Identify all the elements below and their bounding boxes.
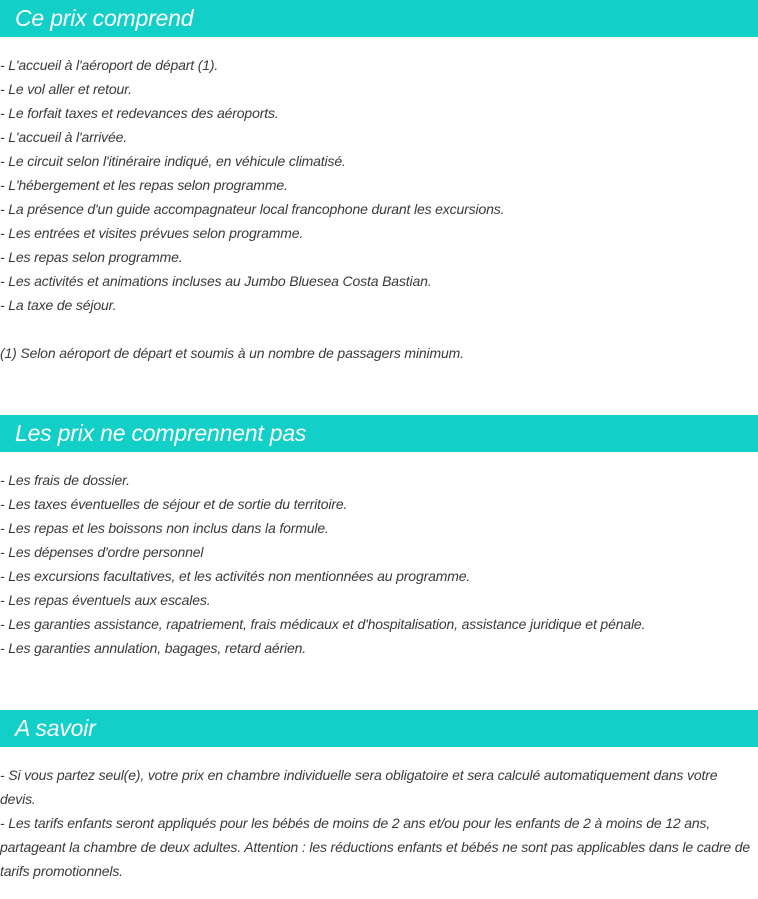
list-item: - L'hébergement et les repas selon programme. <box>0 177 288 193</box>
list-item: - Les taxes éventuelles de séjour et de sortie du territoire. <box>0 496 348 512</box>
list-item: - Les excursions facultatives, et les activités non mentionnées au programme. <box>0 568 471 584</box>
list-item: - La présence d'un guide accompagnateur local francophone durant les excursions. <box>0 201 505 217</box>
list-item: - Les entrées et visites prévues selon programme. <box>0 225 304 241</box>
paragraph-solo-traveler: - Si vous partez seul(e), votre prix en chambre individuelle sera obligatoire et sera calculé automatiquement dans votre devis. <box>0 767 718 807</box>
footnote: (1) Selon aéroport de départ et soumis à un nombre de passagers minimum. <box>0 345 464 361</box>
list-item: - Le circuit selon l'itinéraire indiqué, en véhicule climatisé. <box>0 153 346 169</box>
list-item: - Les garanties annulation, bagages, retard aérien. <box>0 640 307 656</box>
list-item: - L'accueil à l'aéroport de départ (1). <box>0 57 219 73</box>
list-item: - Les garanties assistance, rapatriement, frais médicaux et d'hospitalisation, assistance juridique et pénale. <box>0 616 646 632</box>
list-item: - Les repas et les boissons non inclus dans la formule. <box>0 520 329 536</box>
list-item: - Les activités et animations incluses au Jumbo Bluesea Costa Bastian. <box>0 273 432 289</box>
list-item: - La taxe de séjour. <box>0 297 117 313</box>
list-item: - Les frais de dossier. <box>0 472 130 488</box>
list-item: - Le vol aller et retour. <box>0 81 132 97</box>
list-item: - Les dépenses d'ordre personnel <box>0 544 204 560</box>
list-item: - Le forfait taxes et redevances des aéroports. <box>0 105 279 121</box>
section-header-good-to-know: A savoir <box>0 710 758 747</box>
section-header-price-includes: Ce prix comprend <box>0 0 758 37</box>
paragraph-children-rates: - Les tarifs enfants seront appliqués pour les bébés de moins de 2 ans et/ou pour les enfants de 2 à moins de 12 ans, partageant la chambre de deux adultes. Attention : les réductions enfants et bébés ne sont pas applicables dans le cadre de tarifs promotionnels. <box>0 815 750 879</box>
price-excludes-list <box>0 468 756 660</box>
list-item: - Les repas selon programme. <box>0 249 183 265</box>
list-item: - L'accueil à l'arrivée. <box>0 129 128 145</box>
price-includes-footnote-block <box>0 341 756 365</box>
price-includes-list <box>0 53 756 317</box>
list-item: - Les repas éventuels aux escales. <box>0 592 211 608</box>
good-to-know-text <box>0 763 752 883</box>
section-header-price-excludes: Les prix ne comprennent pas <box>0 415 758 452</box>
